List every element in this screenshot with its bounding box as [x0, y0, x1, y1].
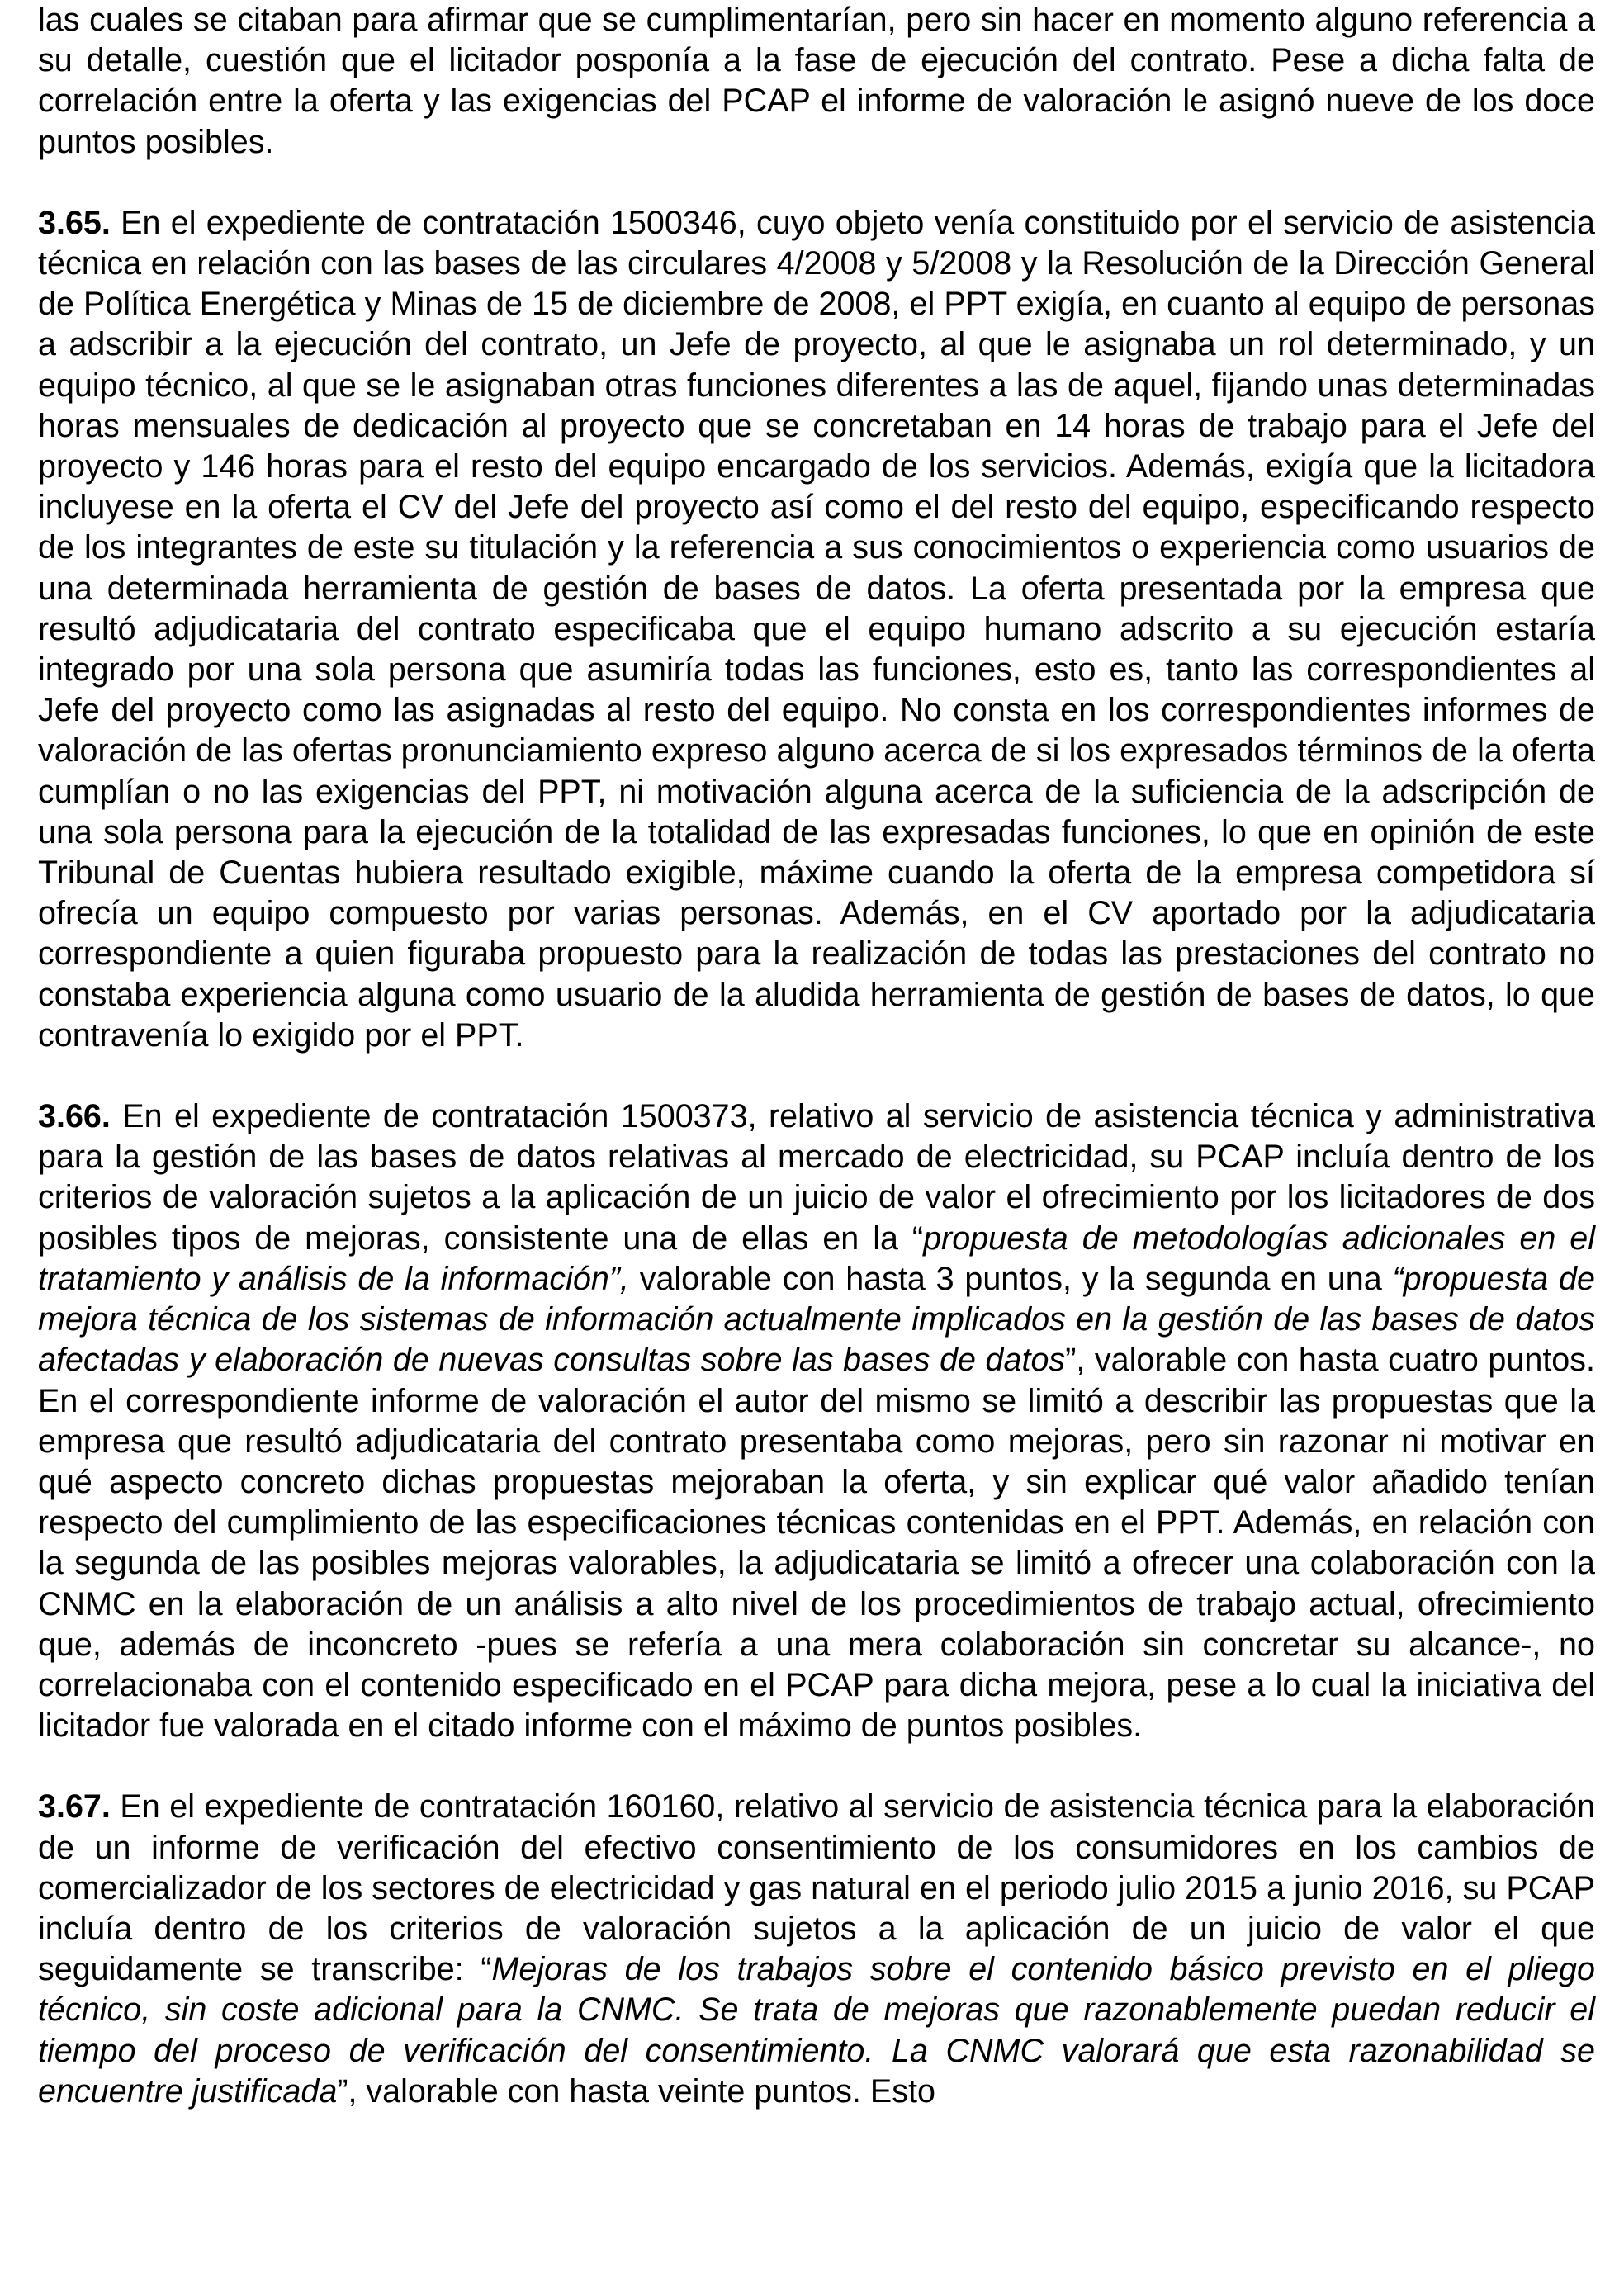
- paragraph-number: 3.67.: [38, 1788, 111, 1826]
- document-page: [38, 0, 1595, 2112]
- quoted-criterion-text: “propuesta de mejora técnica de los sistemas de información actualmente implicados en la gestión de las bases de datos afectadas y elaboración de nuevas consultas sobre las bases de datos: [38, 1260, 1595, 1379]
- paragraph-3-66: [38, 1096, 1595, 1746]
- paragraph-text: En el expediente de contratación 1500346, cuyo objeto venía constituido por el servicio de asistencia técnica en relación con las bases de las circulares 4/2008 y 5/2008 y la Resolución de la Dirección General de Política Energética y Minas de 15 de diciembre de 2008, el PPT exigía, en cuanto al equipo de personas a adscribir a la ejecución del contrato, un Jefe de proyecto, al que le asignaba un rol determinado, y un equipo técnico, al que se le asignaban otras funciones diferentes a las de aquel, fijando unas determinadas horas mensuales de dedicación al proyecto que se concretaban en 14 horas de trabajo para el Jefe del proyecto y 146 horas para el resto del equipo encargado de los servicios. Además, exigía que la licitadora incluyese en la oferta el CV del Jefe del proyecto así como el del resto del equipo, especificando respecto de los integrantes de este su titulación y la referencia a sus conocimientos o experiencia como usuarios de una determinada herramienta de gestión de bases de datos. La oferta presentada por la empresa que resultó adjudicataria del contrato especificaba que el equipo humano adscrito a su ejecución estaría integrado por una sola persona que asumiría todas las funciones, esto es, tanto las correspondientes al Jefe del proyecto como las asignadas al resto del equipo. No consta en los correspondientes informes de valoración de las ofertas pronunciamiento expreso alguno acerca de si los expresados términos de la oferta cumplían o no las exigencias del PPT, ni motivación alguna acerca de la suficiencia de la adscripción de una sola persona para la ejecución de la totalidad de las expresadas funciones, lo que en opinión de este Tribunal de Cuentas hubiera resultado exigible, máxime cuando la oferta de la empresa competidora sí ofrecía un equipo compuesto por varias personas. Además, en el CV aportado por la adjudicataria correspondiente a quien figuraba propuesto para la realización de todas las prestaciones del contrato no constaba experiencia alguna como usuario de la aludida herramienta de gestión de bases de datos, lo que contravenía lo exigido por el PPT.: [38, 204, 1595, 1054]
- paragraph-text: ”, valorable con hasta veinte puntos. Esto: [337, 2072, 935, 2110]
- paragraph-continuation: [38, 0, 1595, 163]
- paragraph-text: valorable con hasta 3 puntos, y la segunda en una: [628, 1260, 1393, 1297]
- paragraph-number: 3.65.: [38, 204, 111, 241]
- paragraph-text: En el expediente de contratación 160160, relativo al servicio de asistencia técnica para la elaboración de un informe de verificación del efectivo consentimiento de los consumidores en los cambios de comercializador de los sectores de electricidad y gas natural en el periodo julio 2015 a junio 2016, su PCAP incluía dentro de los criterios de valoración sujetos a la aplicación de un juicio de valor el que seguidamente se transcribe: “: [38, 1788, 1595, 1988]
- paragraph-number: 3.66.: [38, 1098, 111, 1135]
- paragraph-text: En el expediente de contratación 1500373, relativo al servicio de asistencia técnica y administrativa para la gestión de las bases de datos relativas al mercado de electricidad, su PCAP incluía dentro de los criterios de valoración sujetos a la aplicación de un juicio de valor el ofrecimiento por los licitadores de dos posibles tipos de mejoras, consistente una de ellas en la “: [38, 1098, 1595, 1257]
- quoted-criterion-text: Mejoras de los trabajos sobre el contenido básico previsto en el pliego técnico, sin coste adicional para la CNMC. Se trata de mejoras que razonablemente puedan reducir el tiempo del proceso de verificación del consentimiento. La CNMC valorará que esta razonabilidad se encuentre justificada: [38, 1951, 1595, 2110]
- paragraph-text: ”, valorable con hasta cuatro puntos. En el correspondiente informe de valoración el autor del mismo se limitó a describir las propuestas que la empresa que resultó adjudicataria del contrato presentaba como mejoras, pero sin razonar ni motivar en qué aspecto concreto dichas propuestas mejoraban la oferta, y sin explicar qué valor añadido tenían respecto del cumplimiento de las especificaciones técnicas contenidas en el PPT. Además, en relación con la segunda de las posibles mejoras valorables, la adjudicataria se limitó a ofrecer una colaboración con la CNMC en la elaboración de un análisis a alto nivel de los procedimientos de trabajo actual, ofrecimiento que, además de inconcreto -pues se refería a una mera colaboración sin concretar su alcance-, no correlacionaba con el contenido especificado en el PCAP para dicha mejora, pese a lo cual la iniciativa del licitador fue valorada en el citado informe con el máximo de puntos posibles.: [38, 1342, 1596, 1745]
- paragraph-3-65: [38, 203, 1595, 1056]
- paragraph-text: las cuales se citaban para afirmar que se cumplimentarían, pero sin hacer en momento alguno referencia a su detalle, cuestión que el licitador posponía a la fase de ejecución del contrato. Pese a dicha falta de correlación entre la oferta y las exigencias del PCAP el informe de valoración le asignó nueve de los doce puntos posibles.: [38, 2, 1595, 160]
- paragraph-3-67: [38, 1787, 1595, 2112]
- quoted-criterion-text: propuesta de metodologías adicionales en el tratamiento y análisis de la información”,: [38, 1219, 1595, 1297]
